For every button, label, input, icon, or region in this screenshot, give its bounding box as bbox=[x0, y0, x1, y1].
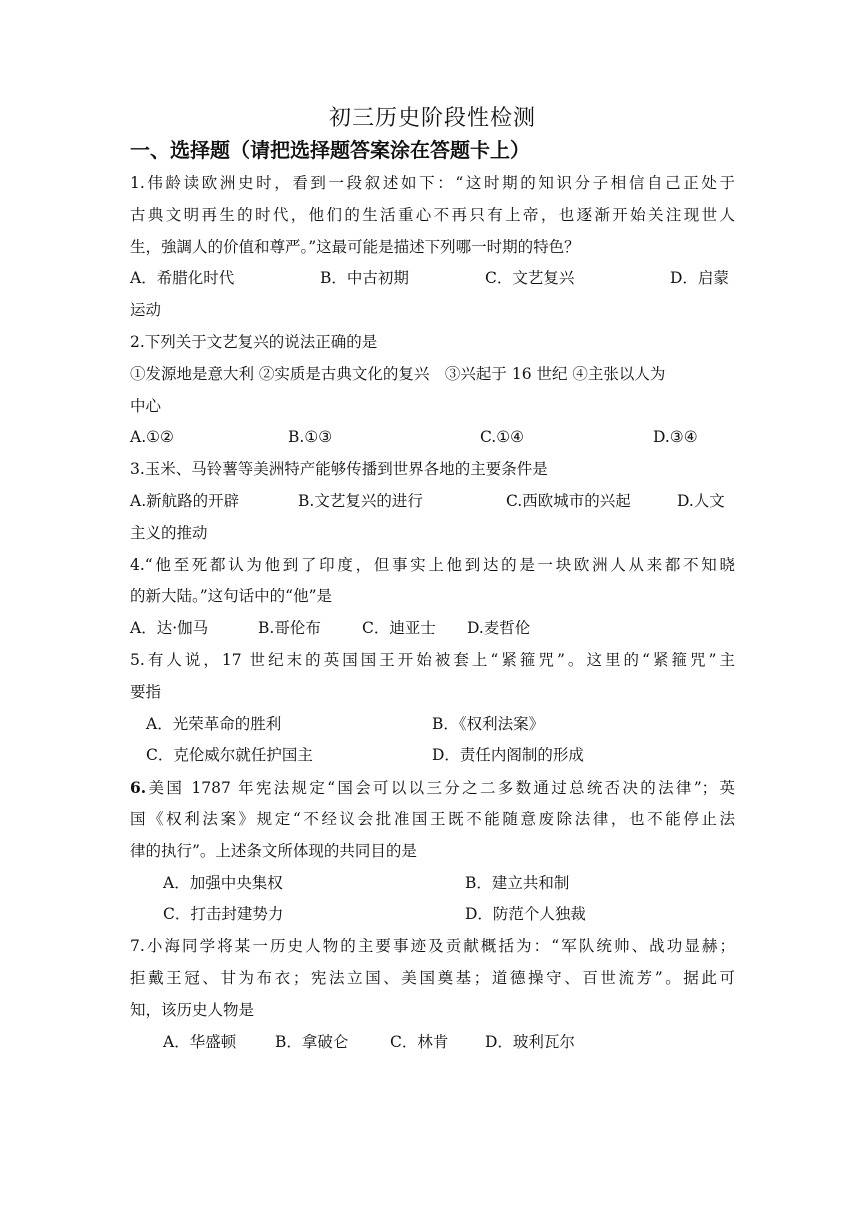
option-d: D.③④ bbox=[653, 428, 698, 447]
question-1-line-1: 1.伟龄读欧洲史时，看到一段叙述如下：“这时期的知识分子相信自己正处于 bbox=[130, 174, 735, 192]
question-4 bbox=[130, 550, 735, 645]
question-2-stem: 2.下列关于文艺复兴的说法正确的是 bbox=[130, 332, 378, 351]
question-6-options-row-2 bbox=[130, 899, 735, 931]
option-d: D．防范个人独裁 bbox=[465, 905, 586, 924]
question-1-line-3: 生，強調人的价值和尊严。”这最可能是描述下列哪一时期的特色？ bbox=[130, 237, 580, 256]
option-c: C．迪亚士 bbox=[362, 619, 436, 638]
option-b: B．拿破仑 bbox=[275, 1032, 349, 1051]
question-1-options bbox=[130, 263, 735, 295]
option-a: A.①② bbox=[130, 428, 174, 447]
option-a: A．加强中央集权 bbox=[163, 873, 283, 892]
option-d: D.人文 bbox=[677, 491, 725, 510]
question-6-options-row-1 bbox=[130, 868, 735, 900]
question-3-option-wrap: 主义的推动 bbox=[130, 523, 208, 542]
option-b: B.①③ bbox=[288, 428, 333, 447]
option-c: C．打击封建势力 bbox=[163, 905, 284, 924]
question-5-line-1: 5.有人说，17 世纪末的英国国王开始被套上“紧箍咒”。这里的“紧箍咒”主 bbox=[130, 650, 735, 669]
question-1-option-wrap: 运动 bbox=[130, 301, 162, 320]
option-a: A．达·伽马 bbox=[130, 619, 209, 638]
option-a: A．光荣革命的胜利 bbox=[146, 714, 282, 733]
question-7-line-2: 拒戴王冠、甘为布衣；宪法立国、美国奠基；道德操守、百世流芳”。据此可 bbox=[130, 968, 735, 987]
question-7 bbox=[130, 931, 735, 1058]
option-b: B．《权利法案》 bbox=[432, 714, 545, 733]
option-a: A．华盛顿 bbox=[163, 1032, 237, 1051]
exam-content bbox=[130, 104, 735, 1058]
option-b: B．中古初期 bbox=[320, 269, 409, 288]
option-b: B．建立共和制 bbox=[465, 873, 570, 892]
question-5-line-2: 要指 bbox=[130, 682, 162, 701]
question-7-options bbox=[130, 1027, 735, 1059]
question-3 bbox=[130, 454, 735, 549]
option-c: C.①④ bbox=[480, 428, 525, 447]
option-d: D．责任内阁制的形成 bbox=[432, 746, 584, 765]
question-6 bbox=[130, 772, 735, 931]
option-d: D．玻利瓦尔 bbox=[485, 1032, 575, 1051]
question-5 bbox=[130, 645, 735, 772]
question-2-items: ①发源地是意大利 ②实质是古典文化的复兴 ③兴起于 16 世纪 ④主张以人为 bbox=[130, 364, 666, 383]
question-5-options-row-1 bbox=[130, 709, 735, 741]
question-3-options bbox=[130, 486, 735, 518]
question-4-line-1: 4.“他至死都认为他到了印度，但事实上他到达的是一块欧洲人从来都不知晓 bbox=[130, 555, 735, 574]
option-a: A.新航路的开辟 bbox=[130, 491, 240, 510]
option-b: B.哥伦布 bbox=[258, 619, 321, 638]
question-7-line-1: 7.小海同学将某一历史人物的主要事迹及贡献概括为：“军队统帅、战功显赫； bbox=[130, 937, 735, 956]
question-4-line-2: 的新大陆。”这句话中的“他”是 bbox=[130, 587, 333, 606]
question-1-line-2: 古典文明再生的时代，他们的生活重心不再只有上帝，也逐渐开始关注现世人 bbox=[130, 205, 735, 224]
page-title: 初三历史阶段性检测 bbox=[328, 106, 536, 131]
question-3-stem: 3.玉米、马铃薯等美洲特产能够传播到世界各地的主要条件是 bbox=[130, 460, 548, 479]
option-d: D.麦哲伦 bbox=[467, 619, 531, 638]
question-6-line-2: 国《权利法案》规定“不经议会批准国王既不能随意废除法律，也不能停止法 bbox=[130, 809, 735, 828]
question-1 bbox=[130, 168, 735, 327]
option-c: C．克伦威尔就任护国主 bbox=[146, 746, 313, 765]
question-5-options-row-2 bbox=[130, 740, 735, 772]
question-4-options bbox=[130, 613, 735, 645]
question-6-line-3: 律的执行”。上述条文所体现的共同目的是 bbox=[130, 841, 417, 860]
option-a: A．希腊化时代 bbox=[130, 269, 235, 288]
option-c: C．林肯 bbox=[390, 1032, 449, 1051]
option-c: C.西欧城市的兴起 bbox=[506, 491, 631, 510]
section-heading: 一、选择题（请把选择题答案涂在答题卡上） bbox=[130, 138, 530, 162]
option-d: D．启蒙 bbox=[670, 269, 729, 288]
question-6-line-1-text: 美国 1787 年宪法规定“国会可以以三分之二多数通过总统否决的法律”；英 bbox=[146, 779, 735, 798]
question-6-number: 6. bbox=[130, 778, 147, 798]
question-2-options bbox=[130, 422, 735, 454]
question-2-items-wrap: 中心 bbox=[130, 396, 162, 415]
option-c: C．文艺复兴 bbox=[485, 269, 575, 288]
question-6-line-1 bbox=[130, 772, 735, 804]
option-b: B.文艺复兴的进行 bbox=[298, 491, 423, 510]
question-2 bbox=[130, 327, 735, 454]
question-7-line-3: 知，该历史人物是 bbox=[130, 1000, 255, 1019]
